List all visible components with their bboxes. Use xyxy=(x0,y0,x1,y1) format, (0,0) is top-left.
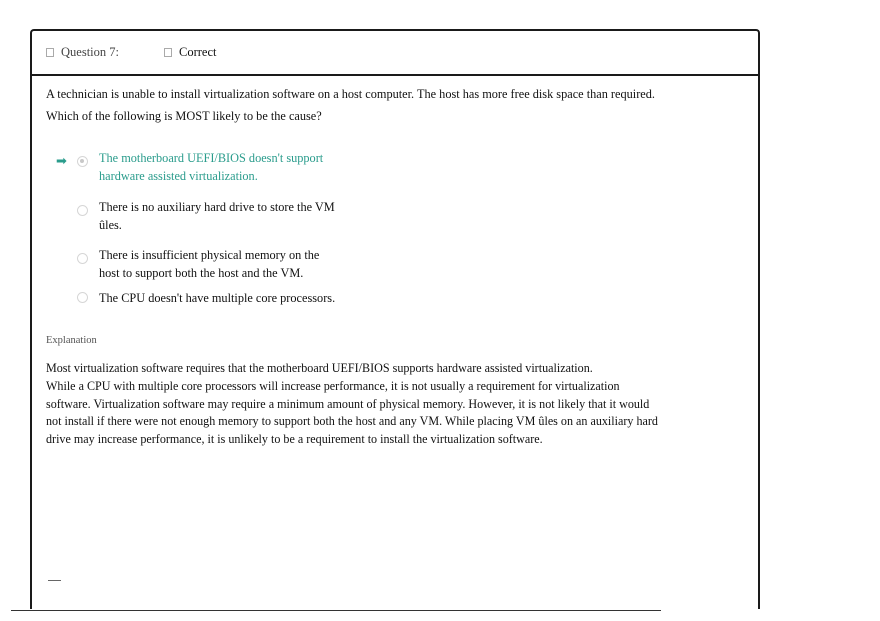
answer-option-1-text[interactable] xyxy=(99,149,339,185)
question-status xyxy=(164,45,216,60)
answer-option-4-line-1: The CPU doesn't have multiple core processors. xyxy=(99,291,336,305)
answer-option-1-line-1: The motherboard UEFI/BIOS doesn't support xyxy=(99,151,324,165)
answer-option-4-text[interactable] xyxy=(99,289,359,307)
status-checkbox-icon xyxy=(164,48,172,57)
answer-option-3-text[interactable] xyxy=(99,246,339,282)
question-line-1: A technician is unable to install virtualization software on a host computer. The host has more free disk space than required. xyxy=(46,87,655,101)
question-text xyxy=(46,83,726,127)
explanation-line: Most virtualization software requires that the motherboard UEFI/BIOS supports hardware assisted virtualization. xyxy=(46,361,593,375)
radio-button-1[interactable] xyxy=(77,156,88,167)
answer-option-1-line-2: hardware assisted virtualization. xyxy=(99,169,258,183)
answer-option-3-line-2: host to support both the host and the VM. xyxy=(99,266,304,280)
question-label: Question 7: xyxy=(61,45,119,59)
status-label: Correct xyxy=(179,45,217,59)
answer-option-2-line-1: There is no auxiliary hard drive to store the VM xyxy=(99,200,335,214)
explanation-line: drive may increase performance, it is unlikely to be a requirement to install the virtualization software. xyxy=(46,432,543,447)
question-header xyxy=(32,31,758,76)
bottom-dash xyxy=(48,580,61,581)
question-number xyxy=(46,45,119,60)
explanation-text xyxy=(46,360,666,449)
answer-option-3-line-1: There is insufficient physical memory on the xyxy=(99,248,320,262)
question-line-2: Which of the following is MOST likely to be the cause? xyxy=(46,109,322,123)
footer-divider xyxy=(11,610,661,611)
answer-option-2-text[interactable] xyxy=(99,198,339,234)
explanation-label: Explanation xyxy=(46,335,97,346)
radio-button-2[interactable] xyxy=(77,205,88,216)
radio-button-4[interactable] xyxy=(77,292,88,303)
radio-button-3[interactable] xyxy=(77,253,88,264)
arrow-right-icon: ➡ xyxy=(56,154,67,169)
explanation-line: While a CPU with multiple core processors will increase performance, it is not usually a requirement for virtualization xyxy=(46,378,620,393)
answer-option-2-line-2: ûles. xyxy=(99,218,122,232)
explanation-line: not install if there were not enough memory to support both the host and any VM. While placing VM ûles on an auxiliary hard xyxy=(46,414,658,429)
question-checkbox-icon xyxy=(46,48,54,57)
explanation-line: software. Virtualization software may require a minimum amount of physical memory. However, it is not likely that it would xyxy=(46,396,650,411)
question-card xyxy=(30,29,760,609)
